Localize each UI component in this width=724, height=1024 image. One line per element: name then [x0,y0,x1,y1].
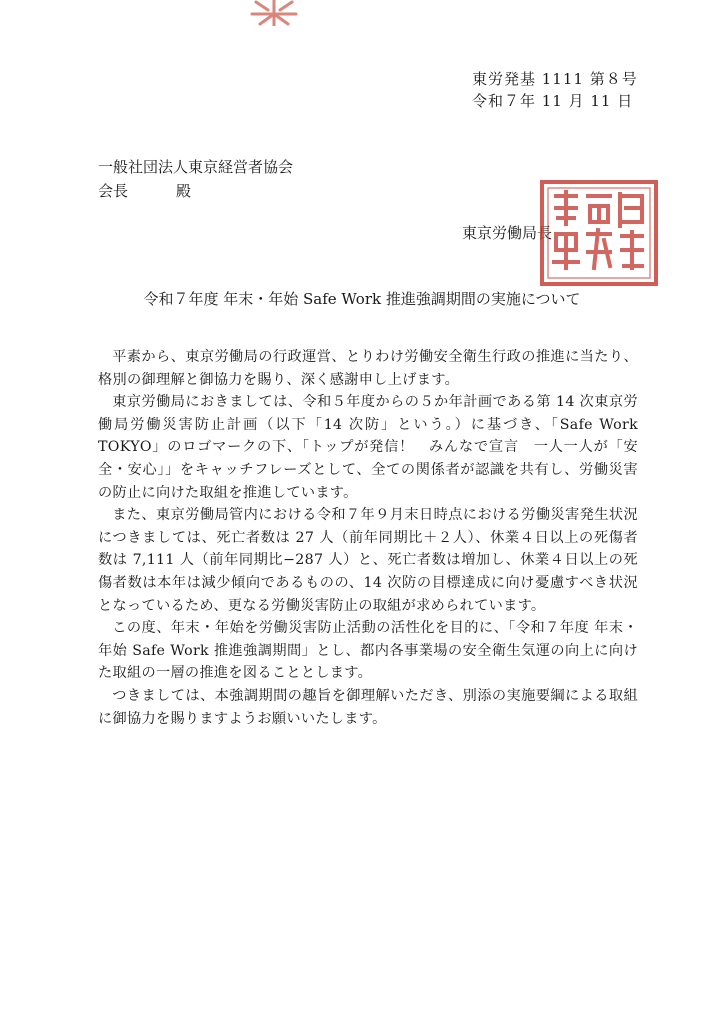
letter-body [98,346,638,730]
document-number: 東労発基 1111 第８号 [472,70,638,88]
body-paragraph: 東京労働局におきましては、令和５年度からの５か年計画である第 14 次東京労働局労働災害防止計画（以下「14 次防」という。）に基づき、「Safe Work TOKYO」のロゴマークの下、「トップが発信！ みんなで宣言 一人一人が「安全・安心」」をキャッチフレーズとして、全ての関係者が認識を共有し、労働災害の防止に向けた取組を推進しています。 [98,394,638,501]
recipient-role: 会長 [98,182,129,200]
body-paragraph: 平素から、東京労働局の行政運営、とりわけ労働安全衛生行政の推進に当たり、格別の御理解と御協力を賜り、深く感謝申し上げます。 [98,349,638,388]
recipient-organization: 一般社団法人東京経営者協会 [98,158,294,176]
body-paragraph: つきましては、本強調期間の趣旨を御理解いただき、別添の実施要綱による取組に御協力を賜りますようお願いいたします。 [98,687,638,727]
letter-subject: 令和７年度 年末・年始 Safe Work 推進強調期間の実施について [143,290,581,308]
official-seal [538,178,660,288]
document-date: 令和７年 11 月 11 日 [472,92,634,110]
sender-title: 東京労働局長 [462,224,553,242]
partial-stamp-mark [248,0,300,26]
body-paragraph: この度、年末・年始を労働災害防止活動の活性化を目的に、「令和７年度 年末・年始 Safe Work 推進強調期間」とし、都内各事業場の安全衛生気運の向上に向けた取組の一層の推進を図ることとします。 [98,620,638,682]
body-paragraph: また、東京労働局管内における令和７年９月末日時点における労働災害発生状況につきましては、死亡者数は 27 人（前年同期比＋２人）、休業４日以上の死傷者数は 7,111 人（前年同期比−287 人）と、死亡者数は増加し、休業４日以上の死傷者数は本年は減少傾向であるものの、14 次防の目標達成に向け憂慮すべき状況となっているため、更なる労働災害防止の取組が求められています。 [98,507,638,614]
recipient-honorific: 殿 [176,182,192,200]
